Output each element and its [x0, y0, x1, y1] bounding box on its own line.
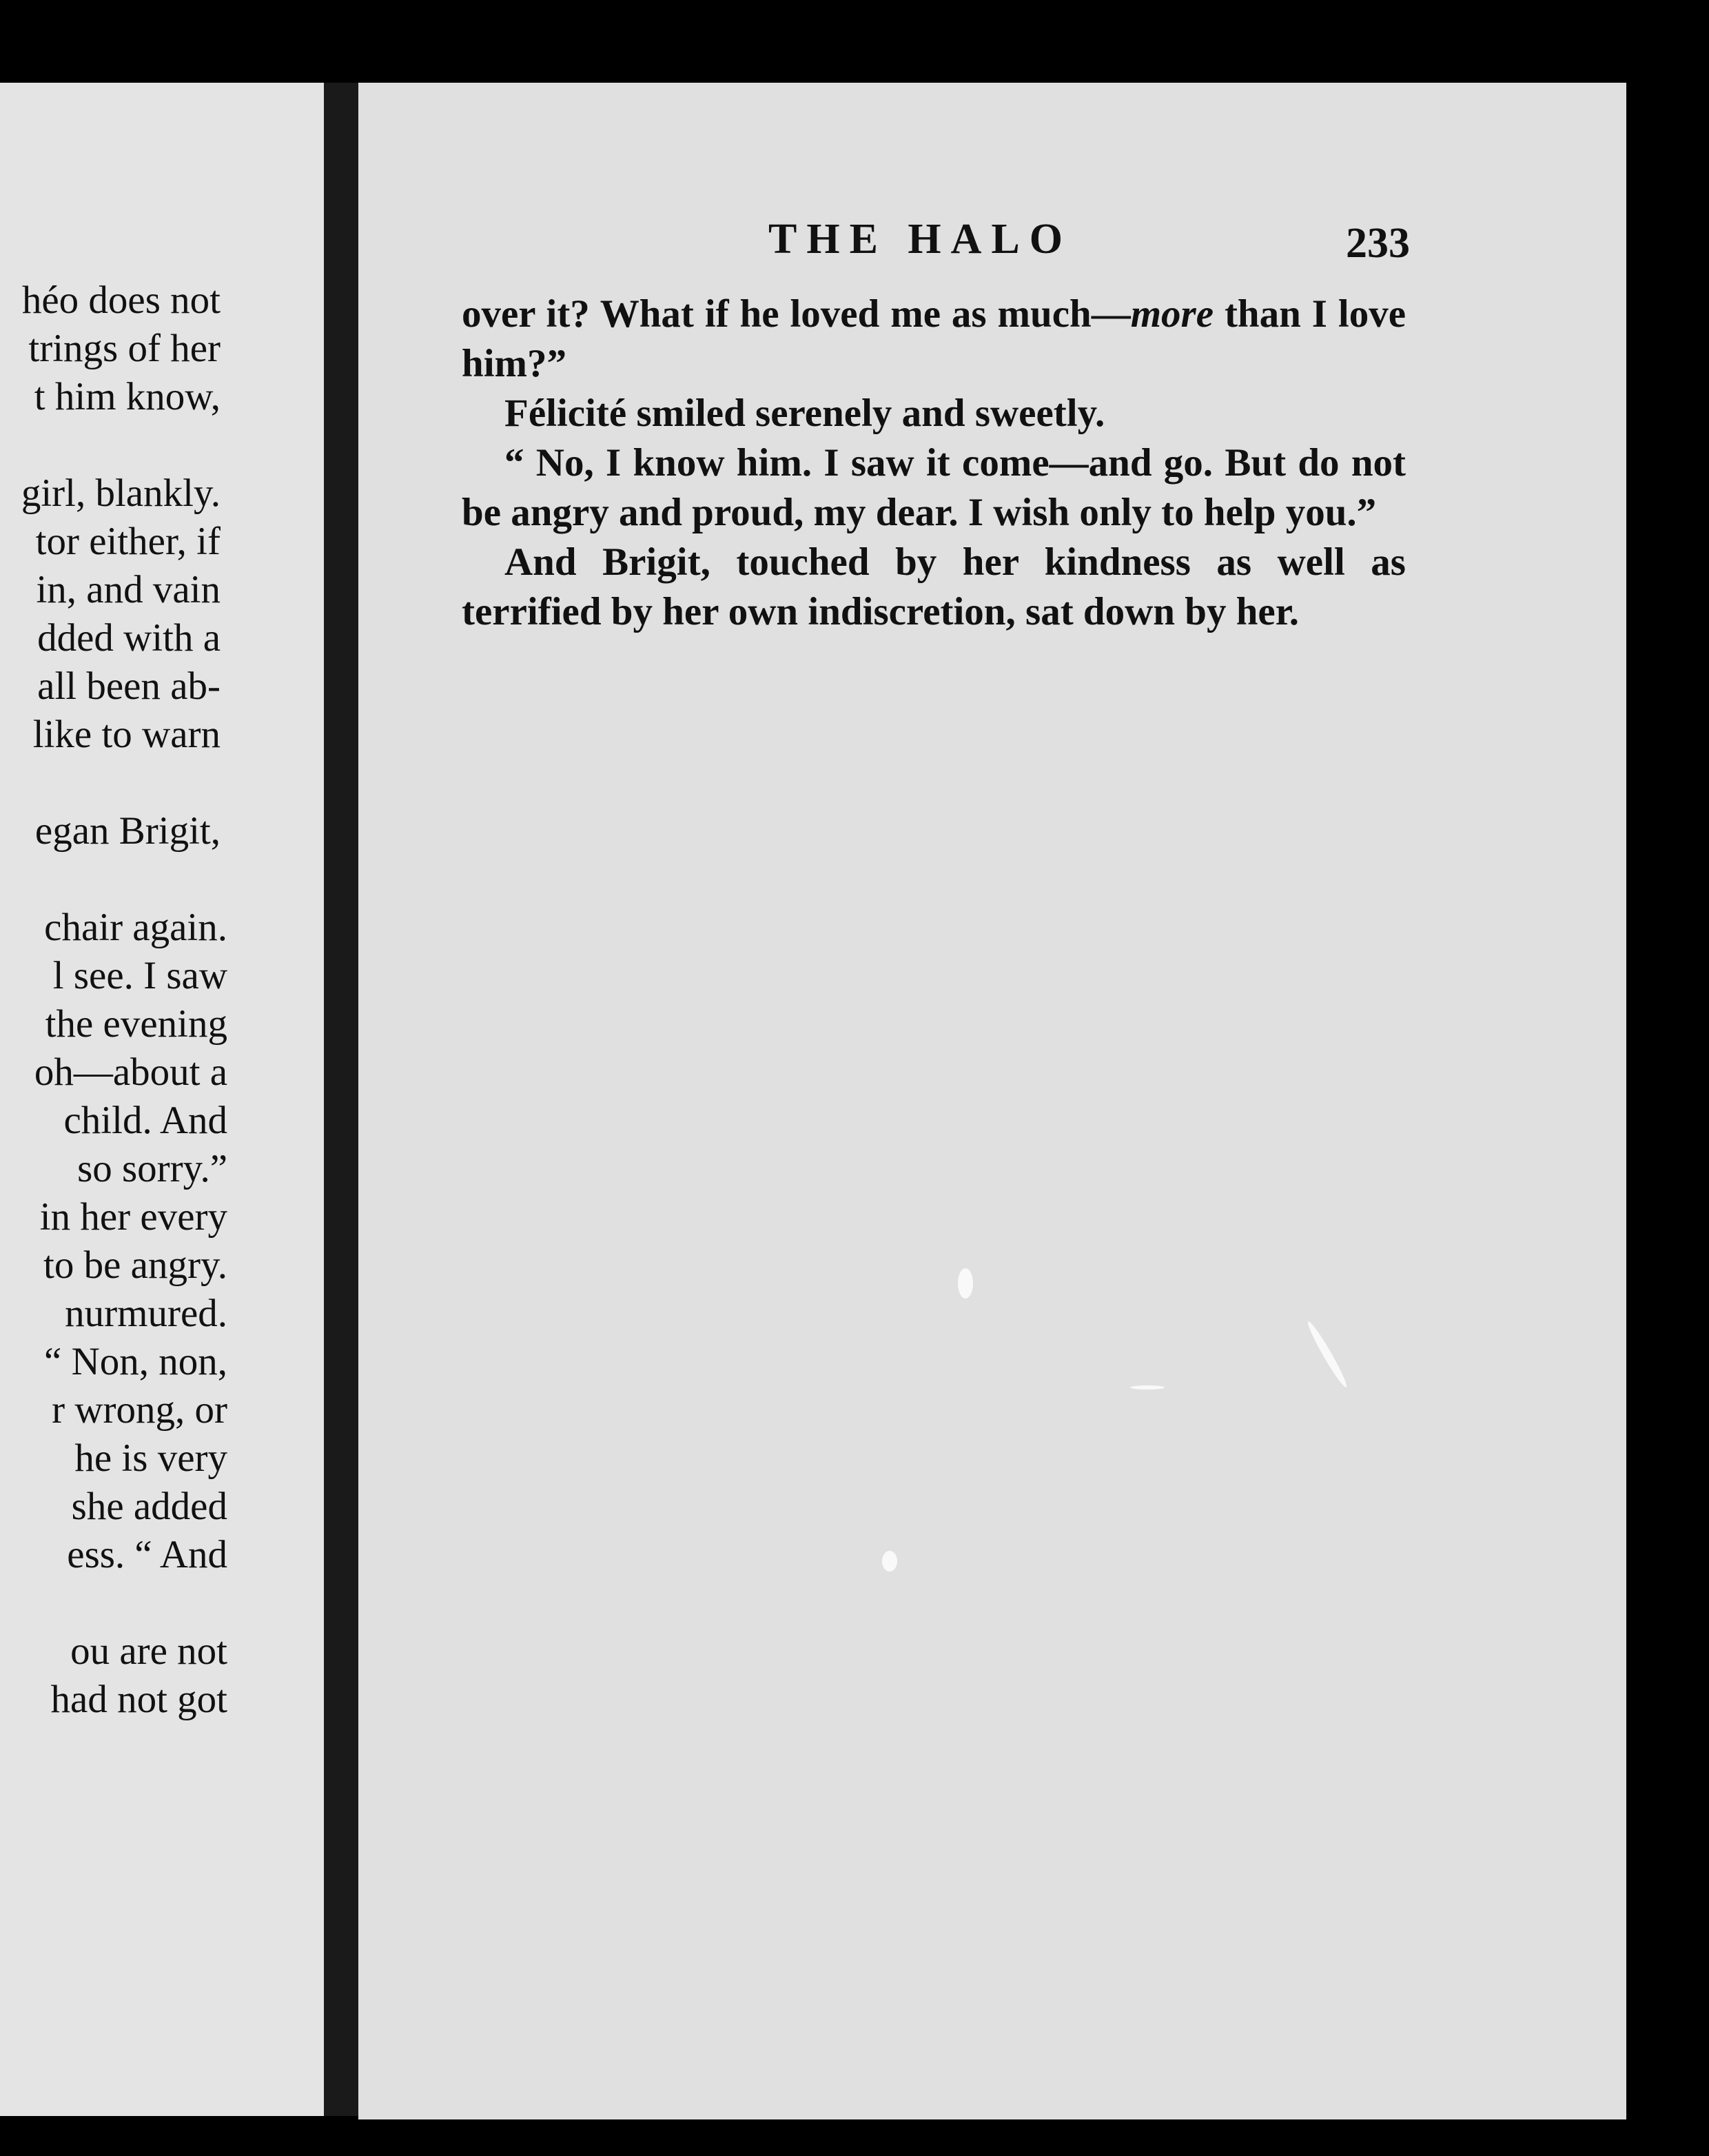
running-head: THE HALO	[768, 216, 1073, 263]
left-page-line: child. And	[63, 1099, 227, 1142]
left-page-line: girl, blankly.	[21, 471, 221, 515]
body-text	[462, 289, 1406, 637]
paragraph	[462, 389, 1406, 438]
left-page-line: t him know,	[34, 375, 221, 418]
left-page-line: he is very	[74, 1436, 227, 1480]
paragraph	[462, 289, 1406, 389]
paragraph	[462, 438, 1406, 538]
text-run: over it? What if he loved me as much—	[462, 292, 1131, 336]
left-page-line: l see. I saw	[52, 954, 227, 997]
left-page-line: had not got	[50, 1678, 227, 1721]
left-page-line: all been ab-	[37, 664, 221, 708]
left-page-line: “ Non, non,	[44, 1340, 227, 1383]
left-page-line: oh—about a	[34, 1050, 227, 1094]
left-page-line: so sorry.”	[77, 1147, 227, 1190]
text-run: And Brigit, touched by her kindness as well as terrified by her own indiscretion, sat down by her.	[462, 540, 1406, 633]
left-page-line: tor either, if	[35, 520, 221, 563]
left-page-line: r wrong, or	[52, 1388, 227, 1432]
text-run: “ No, I know him. I saw it come—and go. But do not be angry and proud, my dear. I wish only to help you.”	[462, 441, 1406, 534]
left-page-line: trings of her	[28, 327, 221, 370]
left-page-line: egan Brigit,	[34, 809, 221, 853]
left-page-line: she added	[71, 1485, 227, 1528]
facing-page-left	[0, 83, 331, 2116]
paper-speck	[1304, 1319, 1349, 1389]
left-page-line: in, and vain	[36, 568, 221, 611]
left-page-line: in her every	[39, 1195, 227, 1239]
left-page-line: to be angry.	[43, 1243, 227, 1287]
left-page-line: the evening	[45, 1002, 227, 1046]
left-page-line: ou are not	[70, 1629, 227, 1673]
italic-text: more	[1130, 292, 1214, 336]
page-number: 233	[1346, 220, 1410, 267]
left-page-line: like to warn	[32, 713, 221, 756]
left-page-line: héo does not	[21, 278, 221, 322]
text-run: Félicité smiled serenely and sweetly.	[504, 391, 1105, 435]
paragraph	[462, 538, 1406, 637]
paper-speck	[958, 1268, 973, 1299]
left-page-line: ess. “ And	[67, 1533, 227, 1576]
paper-speck	[882, 1551, 897, 1572]
left-page-line: chair again.	[44, 906, 227, 949]
left-page-line: nurmured.	[65, 1292, 227, 1335]
left-page-line: dded with a	[37, 616, 221, 660]
paper-speck	[1130, 1385, 1165, 1390]
text-run: than I love him?”	[462, 292, 1406, 385]
